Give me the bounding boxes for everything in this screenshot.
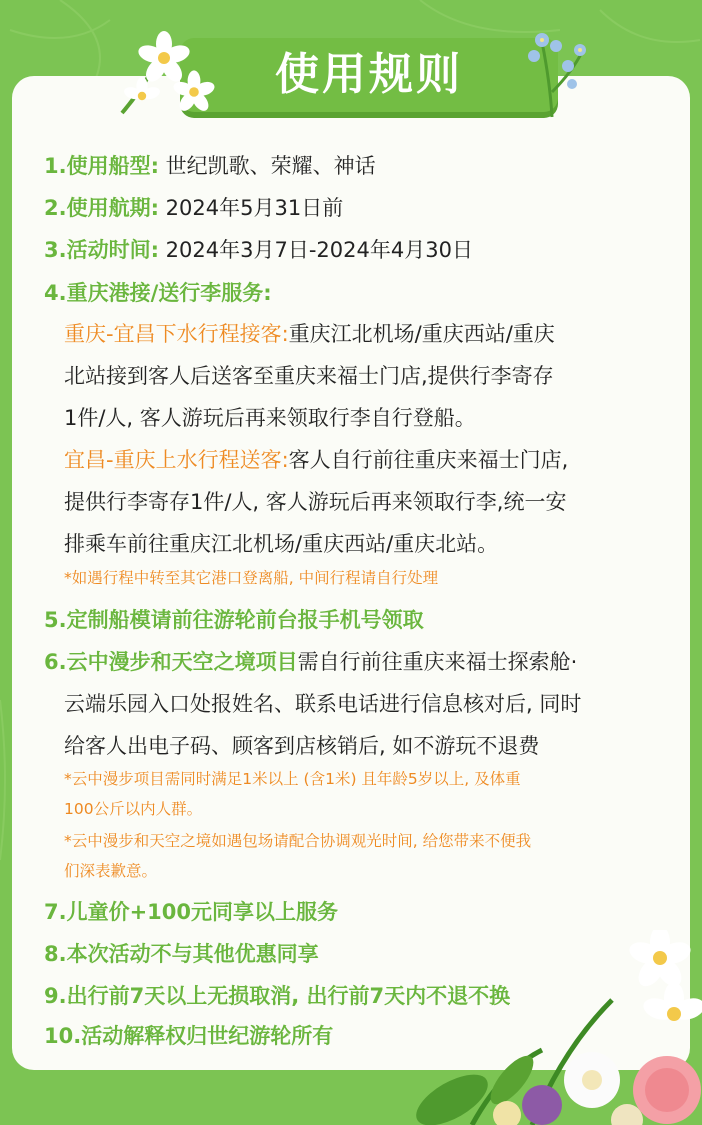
rule-2: 2.使用航期: 2024年5月31日前 bbox=[44, 196, 344, 220]
rule-4-heading: 4.重庆港接/送行李服务: bbox=[44, 281, 272, 305]
forget-me-not-flower-icon bbox=[512, 22, 592, 122]
rule-4a-line-3: 1件/人, 客人游玩后再来领取行李自行登船。 bbox=[64, 406, 476, 430]
rule-6-note-2a: *云中漫步和天空之境如遇包场请配合协调观光时间, 给您带来不便我 bbox=[64, 832, 532, 850]
rule-4b-line-2: 提供行李寄存1件/人, 客人游玩后再来领取行李,统一安 bbox=[64, 490, 567, 514]
rule-7: 7.儿童价+100元同享以上服务 bbox=[44, 900, 339, 924]
rule-4-note: *如遇行程中转至其它港口登离船, 中间行程请自行处理 bbox=[64, 569, 439, 587]
rule-6-line-2: 云端乐园入口处报姓名、联系电话进行信息核对后, 同时 bbox=[64, 692, 582, 716]
rule-6-line-3: 给客人出电子码、顾客到店核销后, 如不游玩不退费 bbox=[64, 734, 540, 758]
title-banner bbox=[180, 38, 558, 112]
rule-8: 8.本次活动不与其他优惠同享 bbox=[44, 942, 319, 966]
rule-4b-line-1: 宜昌-重庆上水行程送客:客人自行前往重庆来福士门店, bbox=[64, 448, 569, 472]
page-title: 使用规则 bbox=[275, 49, 463, 100]
rule-1: 1.使用船型: 世纪凯歌、荣耀、神话 bbox=[44, 154, 376, 178]
narcissus-flower-icon bbox=[112, 18, 222, 118]
rule-4a-line-1: 重庆-宜昌下水行程接客:重庆江北机场/重庆西站/重庆 bbox=[64, 322, 555, 346]
rule-5: 5.定制船模请前往游轮前台报手机号领取 bbox=[44, 608, 424, 632]
rule-6-line-1: 6.云中漫步和天空之境项目需自行前往重庆来福士探索舱· bbox=[44, 650, 578, 674]
rule-10: 10.活动解释权归世纪游轮所有 bbox=[44, 1024, 334, 1048]
rule-6-note-1a: *云中漫步项目需同时满足1米以上 (含1米) 且年龄5岁以上, 及体重 bbox=[64, 770, 521, 788]
rule-4b-line-3: 排乘车前往重庆江北机场/重庆西站/重庆北站。 bbox=[64, 532, 499, 556]
flower-bouquet-icon bbox=[412, 930, 702, 1125]
rule-6-note-1b: 100公斤以内人群。 bbox=[64, 800, 203, 818]
rule-4a-line-2: 北站接到客人后送客至重庆来福士门店,提供行李寄存 bbox=[64, 364, 554, 388]
rule-6-note-2b: 们深表歉意。 bbox=[64, 862, 158, 880]
rule-3: 3.活动时间: 2024年3月7日-2024年4月30日 bbox=[44, 238, 473, 262]
rule-9: 9.出行前7天以上无损取消, 出行前7天内不退不换 bbox=[44, 984, 511, 1008]
